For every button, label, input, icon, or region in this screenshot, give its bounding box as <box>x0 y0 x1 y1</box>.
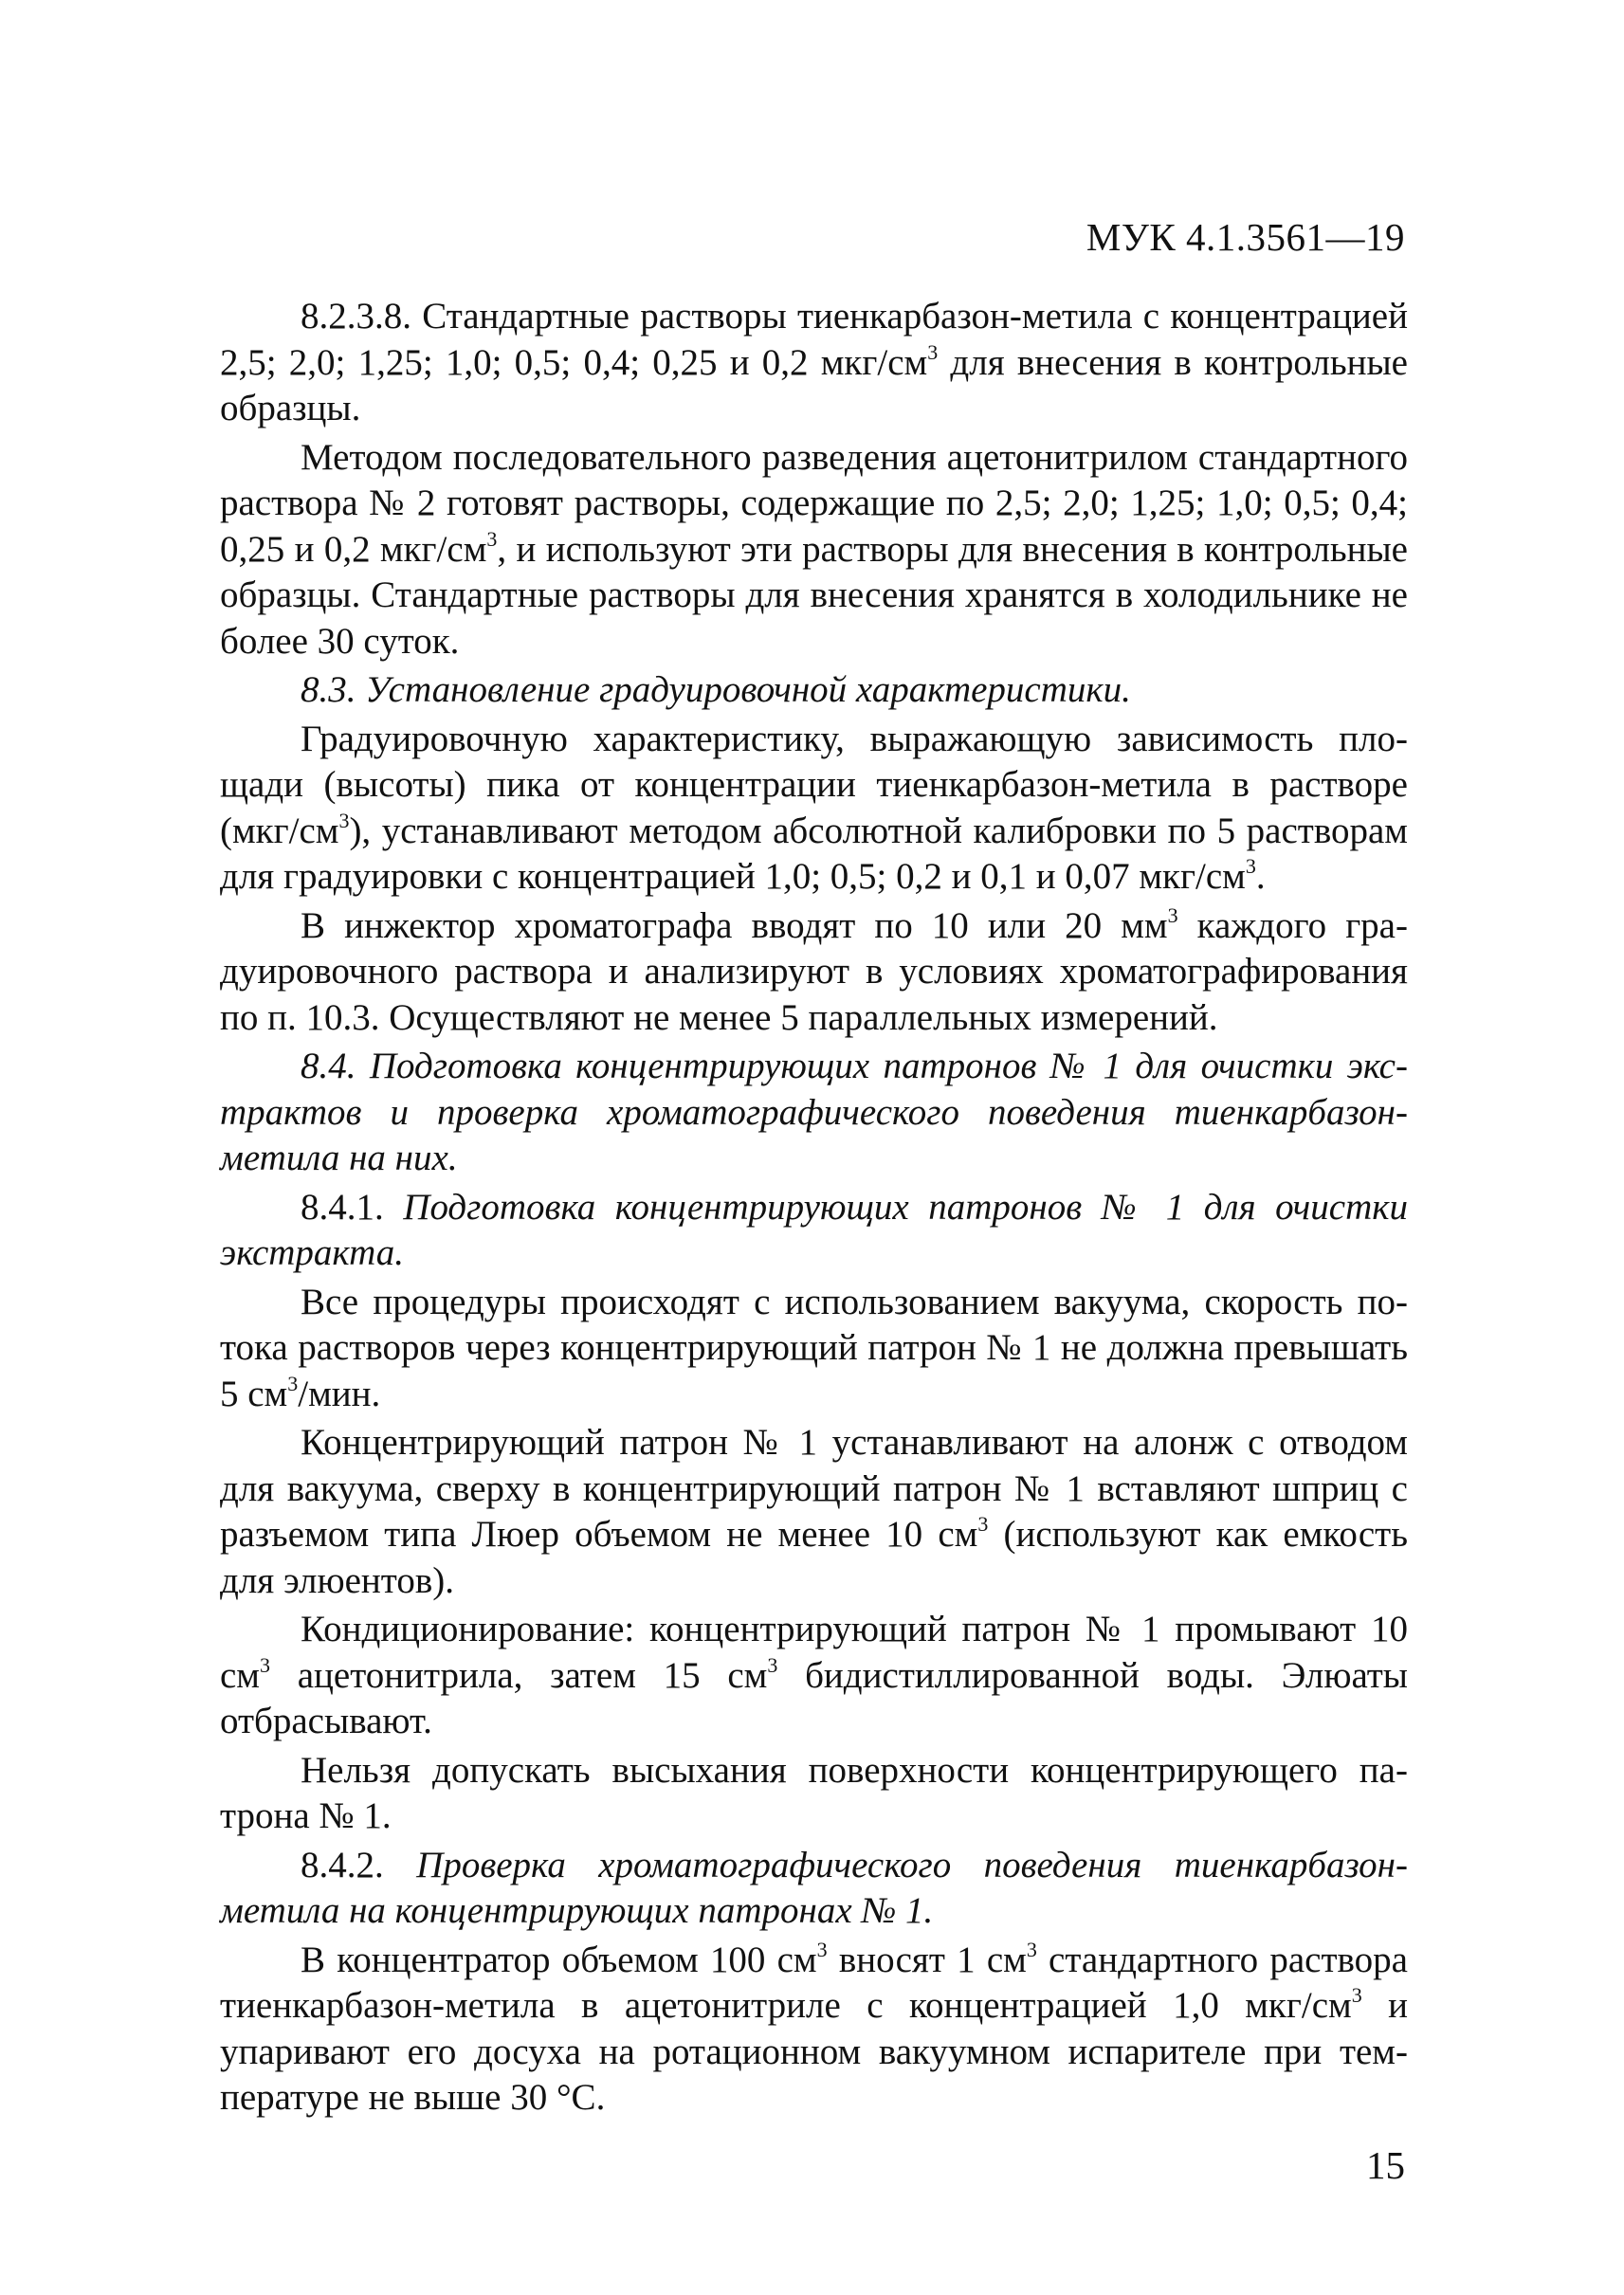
paragraph-text: /мин. <box>298 1373 381 1414</box>
section-number: 8.2.3.8. <box>301 296 411 337</box>
paragraph-text: ), устанавливают методом абсолютной калибровки по 5 растворам для градуировки с концентрацией 1,0; 0,5; 0,2 и 0,1 и 0,07 мкг/см <box>220 810 1408 897</box>
document-body <box>220 294 1408 2122</box>
paragraph-text: (используют как емкость для элюентов). <box>220 1514 1408 1601</box>
paragraph-concentrator <box>220 1938 1408 2122</box>
page-number: 15 <box>1366 2143 1405 2187</box>
superscript: 3 <box>1351 1983 1362 2007</box>
paragraph-text: Методом последовательного разведения ацетонитрилом стандартного раствора № 2 готовят растворы, содержащие по 2,5; 2,0; 1,25; 1,0; 0,5; 0,4; 0,25 и 0,2 мкг/см <box>220 436 1408 570</box>
section-number: 8.4.2. <box>301 1844 384 1885</box>
paragraph-text: Все процедуры происходят с использованием вакуума, скорость потока растворов через концентрирующий патрон № 1 не должна превышать 5 см <box>220 1281 1408 1414</box>
superscript: 3 <box>1245 854 1256 878</box>
section-8-4-2 <box>220 1843 1408 1935</box>
superscript: 3 <box>927 339 939 364</box>
superscript: 3 <box>767 1652 778 1677</box>
section-8-4-1 <box>220 1185 1408 1277</box>
paragraph-text: для внесения в контрольные образцы. <box>220 341 1408 428</box>
paragraph-vacuum <box>220 1280 1408 1418</box>
paragraph-text: Стандартные растворы тиенкарбазон-метила с концентрацией 2,5; 2,0; 1,25; 1,0; 0,5; 0,4; 0,25 и 0,2 мкг/см <box>220 296 1408 383</box>
superscript: 3 <box>1026 1937 1037 1961</box>
paragraph-injection <box>220 903 1408 1042</box>
paragraph-text: вносят 1 см <box>827 1939 1027 1980</box>
section-title: Проверка хроматографического поведения тиенкарбазон-метила на концентрирующих патронах № 1. <box>220 1844 1408 1931</box>
paragraph-text: . <box>1255 856 1266 897</box>
superscript: 3 <box>287 1371 299 1395</box>
paragraph-calibration <box>220 717 1408 901</box>
paragraph-drying-warning: Нельзя допускать высыхания поверхности концентрирующего патрона № 1. <box>220 1749 1408 1836</box>
paragraph-text: Концентрирующий патрон № 1 устанавливают на алонж с отводом для вакуума, сверху в концентрирующий патрон № 1 вставляют шприц с разъемом типа Люер объемом не менее 10 см <box>220 1422 1408 1555</box>
paragraph-text: стандартного раствора тиенкарбазон-метила в ацетонитриле с концентрацией 1,0 мкг/см <box>220 1939 1408 2026</box>
document-code-header: МУК 4.1.3561—19 <box>1086 215 1405 259</box>
paragraph-text: В инжектор хроматографа вводят по 10 или 20 мм <box>301 904 1168 946</box>
paragraph-text: бидистиллированной воды. Элюаты отбрасывают. <box>220 1654 1409 1741</box>
superscript: 3 <box>816 1937 828 1961</box>
section-8-3-title: 8.3. Установление градуировочной характеристики. <box>301 669 1131 710</box>
superscript: 3 <box>977 1512 989 1536</box>
paragraph-text: Кондиционирование: концентрирующий патрон № 1 промывают 10 см <box>220 1609 1408 1696</box>
paragraph-text: , и используют эти растворы для внесения в контрольные образцы. Стандартные растворы для внесения хранятся в холодильнике не более 30 суток. <box>220 528 1408 662</box>
paragraph-text: ацетонитрила, затем 15 см <box>270 1654 768 1696</box>
section-8-4-title: 8.4. Подготовка концентрирующих патронов № 1 для очистки экстрактов и проверка хроматографического поведения тиенкарбазон-метила на них. <box>220 1046 1408 1178</box>
superscript: 3 <box>338 808 350 832</box>
section-8-2-3-8 <box>220 294 1408 432</box>
paragraph-conditioning <box>220 1607 1408 1745</box>
paragraph-cartridge <box>220 1420 1408 1604</box>
paragraph-method <box>220 435 1408 665</box>
superscript: 3 <box>260 1652 270 1677</box>
paragraph-text: каждого градуировочного раствора и анализируют в условиях хроматографирования по п. 10.3. Осуществляют не менее 5 параллельных измерений. <box>220 904 1408 1038</box>
section-title: Подготовка концентрирующих патронов № 1 для очистки экстракта. <box>220 1186 1408 1273</box>
paragraph-text: В концентратор объемом 100 см <box>301 1939 817 1980</box>
superscript: 3 <box>486 526 498 551</box>
paragraph-text: Градуировочную характеристику, выражающую зависимость площади (высоты) пика от концентрации тиенкарбазон-метила в растворе (мкг/см <box>220 718 1408 851</box>
section-number: 8.4.1. <box>301 1186 384 1228</box>
superscript: 3 <box>1167 902 1178 927</box>
paragraph-text: и упаривают его досуха на ротационном вакуумном испарителе при температуре не выше 30 °С. <box>220 1985 1409 2118</box>
